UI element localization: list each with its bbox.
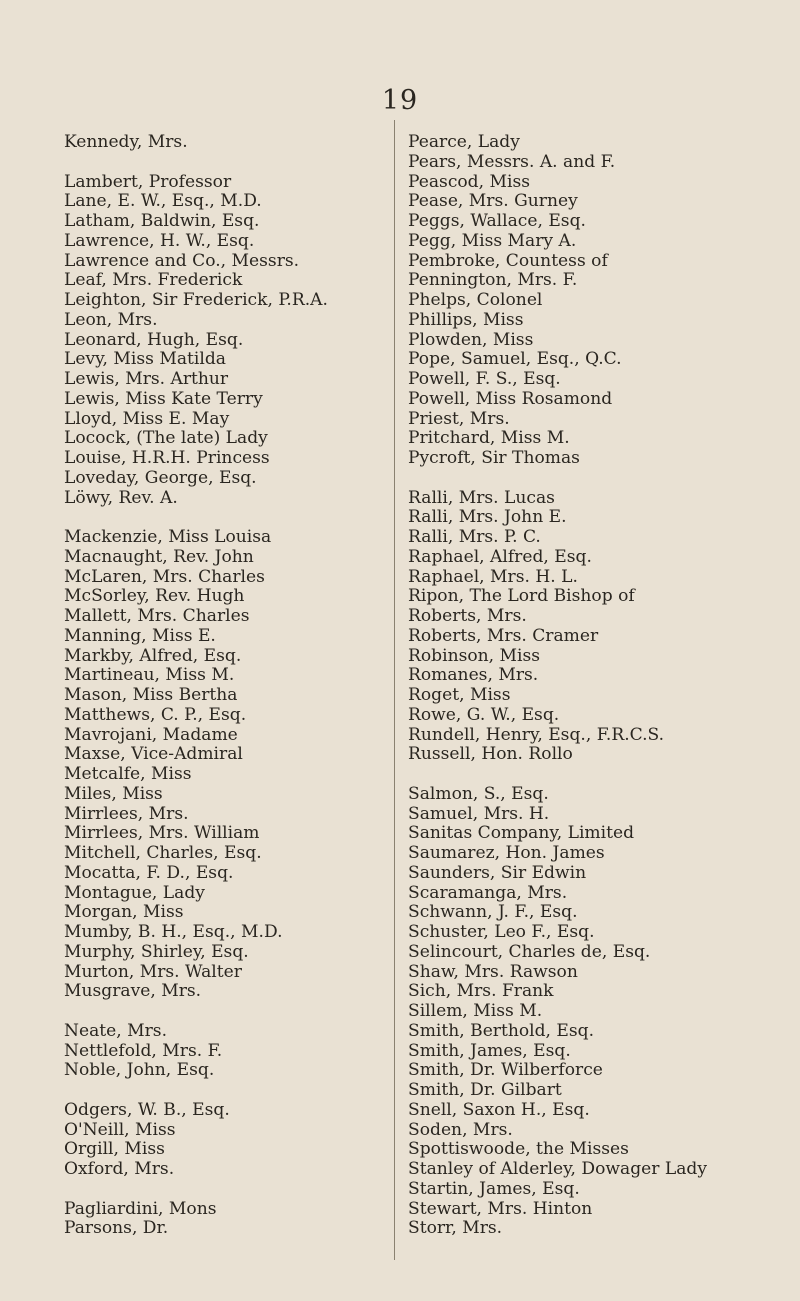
- subscriber-entry: Spottiswoode, the Misses: [408, 1139, 629, 1160]
- subscriber-entry: Powell, F. S., Esq.: [408, 369, 561, 389]
- subscriber-entry: Shaw, Mrs. Rawson: [408, 961, 578, 982]
- section-gap: [408, 765, 793, 785]
- subscriber-entry: Schwann, J. F., Esq.: [408, 902, 578, 923]
- subscriber-entry: Lawrence and Co., Messrs.: [64, 250, 300, 271]
- subscriber-entry: Leon, Mrs.: [64, 309, 158, 330]
- subscriber-entry: Manning, Miss E.: [64, 625, 216, 646]
- subscriber-entry: Mitchell, Charles, Esq.: [64, 843, 262, 863]
- subscriber-entry: Pears, Messrs. A. and F.: [408, 151, 616, 172]
- subscriber-entry: McLaren, Mrs. Charles: [64, 566, 265, 587]
- subscriber-entry: O'Neill, Miss: [64, 1119, 176, 1140]
- subscriber-entry: Smith, James, Esq.: [408, 1040, 571, 1061]
- subscriber-entry: Macnaught, Rev. John: [64, 546, 254, 567]
- section-gap: [64, 1180, 384, 1200]
- page-number: 19: [381, 85, 419, 116]
- subscriber-entry: Mumby, B. H., Esq., M.D.: [64, 922, 283, 942]
- subscriber-entry: Roberts, Mrs.: [408, 606, 527, 626]
- subscriber-entry: Matthews, C. P., Esq.: [64, 704, 247, 725]
- subscriber-entry: Lambert, Professor: [64, 171, 232, 192]
- subscriber-entry: Louise, H.R.H. Princess: [64, 448, 270, 468]
- subscriber-entry: Selincourt, Charles de, Esq.: [408, 941, 651, 962]
- subscriber-entry: Orgill, Miss: [64, 1139, 165, 1160]
- subscriber-entry: Sanitas Company, Limited: [408, 823, 635, 844]
- subscriber-entry: Parsons, Dr.: [64, 1218, 169, 1239]
- subscriber-entry: Metcalfe, Miss: [64, 764, 192, 784]
- subscriber-entry: Musgrave, Mrs.: [64, 981, 202, 1002]
- subscriber-entry: Pope, Samuel, Esq., Q.C.: [408, 349, 622, 370]
- subscriber-entry: Pegg, Miss Mary A.: [408, 230, 577, 251]
- subscriber-entry: Kennedy, Mrs.: [64, 132, 188, 152]
- subscriber-entry: Saumarez, Hon. James: [408, 843, 605, 863]
- subscriber-entry: Lloyd, Miss E. May: [64, 408, 230, 429]
- subscriber-entry: Romanes, Mrs.: [408, 665, 539, 686]
- section-gap: [64, 1002, 384, 1022]
- subscriber-entry: Markby, Alfred, Esq.: [64, 645, 242, 666]
- subscriber-entry: Samuel, Mrs. H.: [408, 803, 550, 824]
- subscriber-entry: Ralli, Mrs. P. C.: [408, 527, 541, 547]
- subscriber-entry: Smith, Dr. Gilbart: [408, 1080, 562, 1100]
- subscriber-entry: Ralli, Mrs. Lucas: [408, 487, 555, 508]
- subscriber-entry: Oxford, Mrs.: [64, 1159, 175, 1179]
- subscriber-entry: Neate, Mrs.: [64, 1020, 167, 1041]
- subscriber-entry: Lewis, Mrs. Arthur: [64, 369, 229, 389]
- subscriber-entry: Leaf, Mrs. Frederick: [64, 270, 243, 291]
- subscriber-entry: Leighton, Sir Frederick, P.R.A.: [64, 290, 328, 310]
- subscriber-entry: Noble, John, Esq.: [64, 1060, 215, 1081]
- subscriber-entry: Smith, Dr. Wilberforce: [408, 1060, 603, 1081]
- subscriber-entry: Odgers, W. B., Esq.: [64, 1099, 230, 1120]
- subscriber-entry: Schuster, Leo F., Esq.: [408, 922, 595, 942]
- section-gap: [64, 153, 384, 173]
- subscriber-entry: Martineau, Miss M.: [64, 665, 235, 686]
- subscriber-entry: Maxse, Vice-Admiral: [64, 744, 243, 765]
- subscriber-entry: Russell, Hon. Rollo: [408, 744, 573, 765]
- subscriber-entry: Loveday, George, Esq.: [64, 467, 257, 488]
- subscriber-entry: Stewart, Mrs. Hinton: [408, 1198, 593, 1219]
- subscriber-entry: Plowden, Miss: [408, 329, 534, 350]
- subscriber-entry: Sillem, Miss M.: [408, 1001, 543, 1021]
- subscriber-entry: Nettlefold, Mrs. F.: [64, 1040, 223, 1061]
- subscriber-entry: Mackenzie, Miss Louisa: [64, 527, 272, 547]
- subscriber-entry: Ripon, The Lord Bishop of: [408, 586, 635, 607]
- subscriber-entry: Rowe, G. W., Esq.: [408, 704, 560, 725]
- subscriber-entry: Mallett, Mrs. Charles: [64, 606, 250, 626]
- subscriber-entry: Latham, Baldwin, Esq.: [64, 211, 260, 231]
- subscriber-entry: Snell, Saxon H., Esq.: [408, 1099, 590, 1120]
- subscriber-entry: Powell, Miss Rosamond: [408, 388, 613, 409]
- left-column: [64, 133, 384, 1239]
- column-divider: [394, 120, 395, 1260]
- subscriber-entry: Stanley of Alderley, Dowager Lady: [408, 1159, 708, 1179]
- subscriber-entry: Mirrlees, Mrs. William: [64, 823, 260, 844]
- subscriber-entry: Smith, Berthold, Esq.: [408, 1020, 595, 1041]
- subscriber-entry: Pembroke, Countess of: [408, 250, 608, 271]
- subscriber-entry: Startin, James, Esq.: [408, 1178, 580, 1199]
- subscriber-entry: Pycroft, Sir Thomas: [408, 448, 580, 468]
- subscriber-entry: Roberts, Mrs. Cramer: [408, 625, 599, 646]
- subscriber-entry: Pearce, Lady: [408, 132, 520, 152]
- subscriber-entry: Pritchard, Miss M.: [408, 428, 570, 449]
- right-column: [408, 133, 793, 1239]
- subscriber-entry: Murton, Mrs. Walter: [64, 961, 242, 982]
- subscriber-entry: Mason, Miss Bertha: [64, 685, 238, 705]
- subscriber-entry: Rundell, Henry, Esq., F.R.C.S.: [408, 724, 665, 745]
- subscriber-entry: Soden, Mrs.: [408, 1119, 513, 1140]
- subscriber-entry: Pease, Mrs. Gurney: [408, 191, 578, 212]
- subscriber-entry: Sich, Mrs. Frank: [408, 981, 554, 1002]
- subscriber-entry: Lane, E. W., Esq., M.D.: [64, 191, 262, 212]
- subscriber-entry: Lewis, Miss Kate Terry: [64, 388, 263, 409]
- subscriber-entry: McSorley, Rev. Hugh: [64, 586, 245, 607]
- subscriber-entry: Murphy, Shirley, Esq.: [64, 941, 249, 962]
- subscriber-entry: Phillips, Miss: [408, 309, 524, 330]
- subscriber-entry: Peggs, Wallace, Esq.: [408, 211, 586, 231]
- subscriber-entry: Lawrence, H. W., Esq.: [64, 230, 255, 251]
- subscriber-entry: Scaramanga, Mrs.: [408, 882, 568, 903]
- subscriber-entry: Storr, Mrs.: [408, 1218, 503, 1239]
- subscriber-entry: Mocatta, F. D., Esq.: [64, 862, 234, 883]
- subscriber-entry: Raphael, Mrs. H. L.: [408, 566, 578, 587]
- subscriber-entry: Priest, Mrs.: [408, 408, 510, 429]
- subscriber-entry: Ralli, Mrs. John E.: [408, 507, 567, 528]
- subscriber-entry: Montague, Lady: [64, 882, 205, 903]
- subscriber-entry: Miles, Miss: [64, 783, 163, 804]
- subscriber-entry: Levy, Miss Matilda: [64, 349, 226, 370]
- subscriber-entry: Pagliardini, Mons: [64, 1198, 217, 1219]
- subscriber-entry: Pennington, Mrs. F.: [408, 270, 578, 291]
- subscriber-entry: Locock, (The late) Lady: [64, 428, 268, 449]
- subscriber-entry: Roget, Miss: [408, 685, 511, 705]
- subscriber-entry: Peascod, Miss: [408, 171, 531, 192]
- subscriber-entry: Löwy, Rev. A.: [64, 487, 178, 508]
- subscriber-entry: Saunders, Sir Edwin: [408, 862, 587, 883]
- section-gap: [408, 469, 793, 489]
- subscriber-entry: Leonard, Hugh, Esq.: [64, 329, 244, 350]
- subscriber-entry: Salmon, S., Esq.: [408, 783, 549, 804]
- subscriber-entry: Phelps, Colonel: [408, 290, 543, 310]
- subscriber-entry: Mavrojani, Madame: [64, 724, 238, 745]
- section-gap: [64, 1081, 384, 1101]
- section-gap: [64, 508, 384, 528]
- subscriber-entry: Robinson, Miss: [408, 645, 541, 666]
- subscriber-entry: Morgan, Miss: [64, 902, 184, 923]
- subscriber-entry: Mirrlees, Mrs.: [64, 803, 189, 824]
- subscriber-entry: Raphael, Alfred, Esq.: [408, 546, 592, 567]
